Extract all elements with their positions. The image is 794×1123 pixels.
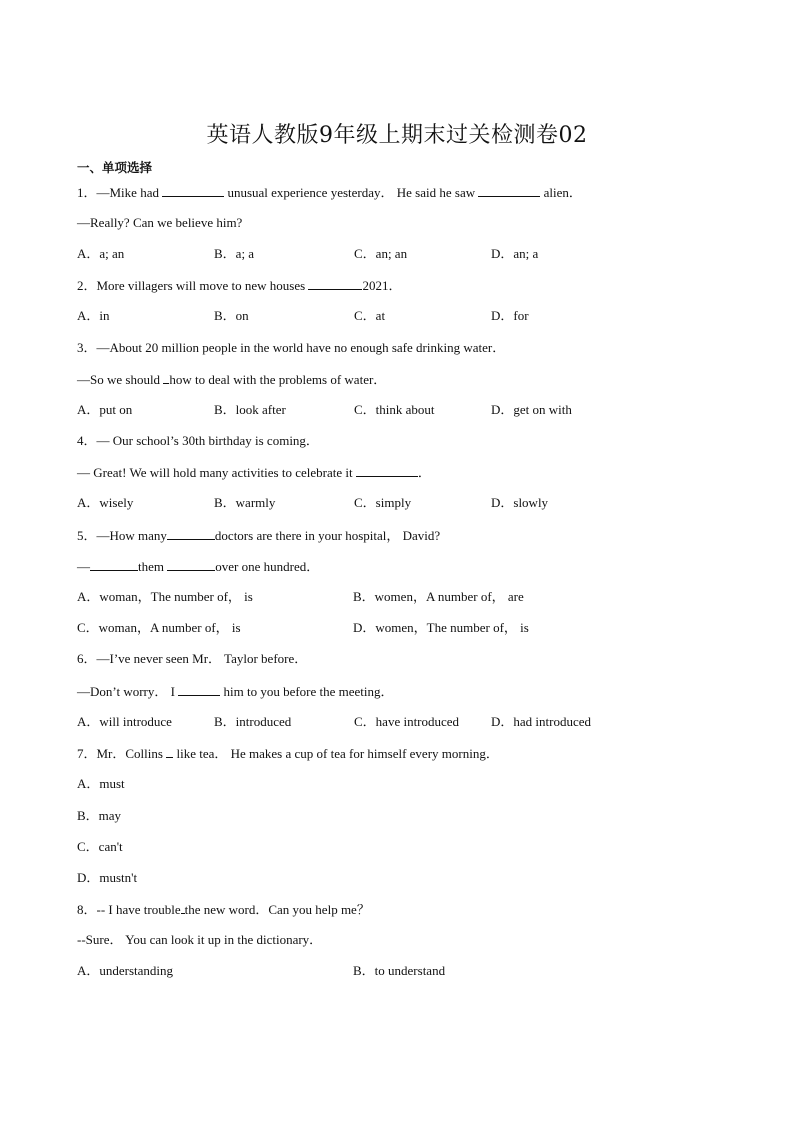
- question-4-option-d: D．slowly: [491, 495, 549, 510]
- question-8-stem: [77, 901, 370, 918]
- question-1-text: unusual experience yesterday． He said he saw: [227, 185, 476, 200]
- question-3-text: how to deal with the problems of water．: [169, 372, 387, 387]
- question-7-option-d: D．mustn't: [77, 870, 138, 885]
- question-3-option-a: A．put on: [77, 402, 133, 417]
- answer-blank: [167, 558, 215, 571]
- question-3-text: —So we should: [77, 372, 161, 387]
- question-4-text: — Great! We will hold many activities to celebrate it: [77, 465, 353, 480]
- question-6-text: —Don’t worry． I: [77, 684, 175, 699]
- answer-blank: [356, 464, 418, 477]
- answer-blank: [162, 184, 224, 197]
- question-2-option-b: B．on: [214, 308, 249, 323]
- question-7-stem: [77, 745, 499, 762]
- question-6-option-c: C．have introduced: [354, 714, 460, 729]
- question-2-option-c: C．at: [354, 308, 386, 323]
- question-3-option-d: D．get on with: [491, 402, 572, 417]
- question-4-option-b: B．warmly: [214, 495, 276, 510]
- question-6-option-d: D．had introduced: [491, 714, 592, 729]
- question-2-option-a: A．in: [77, 308, 110, 323]
- question-2-option-d: D．for: [491, 308, 529, 323]
- answer-blank: [166, 745, 173, 758]
- question-6-dialog: [77, 683, 394, 700]
- question-7-option-c: C．can't: [77, 839, 123, 854]
- question-1-text: 1．—Mike had: [77, 185, 159, 200]
- page-title: 英语人教版9年级上期末过关检测卷02: [206, 123, 588, 148]
- question-3-dialog: [77, 371, 386, 388]
- question-5-text: them: [138, 559, 164, 574]
- question-8-text: 8．-- I have trouble: [77, 902, 181, 917]
- question-5-text: 5．—How many: [77, 528, 167, 543]
- question-4-text: ．: [417, 465, 431, 480]
- question-7-option-a: A．must: [77, 776, 125, 791]
- question-1-option-b: B．a; a: [214, 246, 255, 261]
- question-4-dialog: [77, 464, 431, 481]
- question-2-stem: [77, 277, 401, 294]
- question-1-dialog: —Really? Can we believe him?: [77, 215, 243, 230]
- question-4-option-c: C．simply: [354, 495, 412, 510]
- answer-blank: [308, 277, 362, 290]
- question-1-option-d: D．an; a: [491, 246, 539, 261]
- question-5-text: —: [77, 559, 90, 574]
- question-7-text: like tea． He makes a cup of tea for himself every morning．: [176, 746, 499, 761]
- question-7-text: 7．Mr．Collins: [77, 746, 163, 761]
- question-5-dialog: [77, 558, 319, 575]
- answer-blank: [178, 683, 220, 696]
- question-4-stem: 4．— Our school’s 30th birthday is coming．: [77, 433, 319, 448]
- question-8-text: the new word．Can you help me？: [184, 902, 370, 917]
- answer-blank: [90, 558, 138, 571]
- question-6-stem: 6．—I’ve never seen Mr． Taylor before．: [77, 651, 308, 666]
- question-1-stem: [77, 184, 582, 201]
- question-3-stem: 3．—About 20 million people in the world have no enough safe drinking water．: [77, 340, 506, 355]
- question-5-option-d: D．women，The number of， is: [353, 620, 529, 635]
- question-4-option-a: A．wisely: [77, 495, 134, 510]
- section-heading: 一、单项选择: [77, 160, 153, 175]
- question-6-option-b: B．introduced: [214, 714, 292, 729]
- question-2-text: 2．More villagers will move to new houses: [77, 278, 306, 293]
- question-1-text: alien．: [543, 185, 582, 200]
- question-5-text: over one hundred．: [215, 559, 320, 574]
- question-3-option-b: B．look after: [214, 402, 286, 417]
- question-5-stem: [77, 527, 440, 544]
- question-5-option-b: B．women，A number of， are: [353, 589, 524, 604]
- question-7-option-b: B．may: [77, 808, 122, 823]
- answer-blank: [478, 184, 540, 197]
- question-6-option-a: A．will introduce: [77, 714, 172, 729]
- answer-blank: [167, 527, 215, 540]
- question-5-text: doctors are there in your hospital， David?: [214, 528, 441, 543]
- question-8-dialog: --Sure． You can look it up in the dictionary．: [77, 932, 323, 947]
- question-3-option-c: C．think about: [354, 402, 435, 417]
- question-5-option-c: C．woman，A number of， is: [77, 620, 241, 635]
- question-2-text: 2021．: [362, 278, 402, 293]
- question-5-option-a: A．woman，The number of， is: [77, 589, 253, 604]
- question-1-option-c: C．an; an: [354, 246, 408, 261]
- question-1-option-a: A．a; an: [77, 246, 125, 261]
- question-8-option-a: A．understanding: [77, 963, 174, 978]
- question-6-text: him to you before the meeting．: [223, 684, 394, 699]
- question-8-option-b: B．to understand: [353, 963, 446, 978]
